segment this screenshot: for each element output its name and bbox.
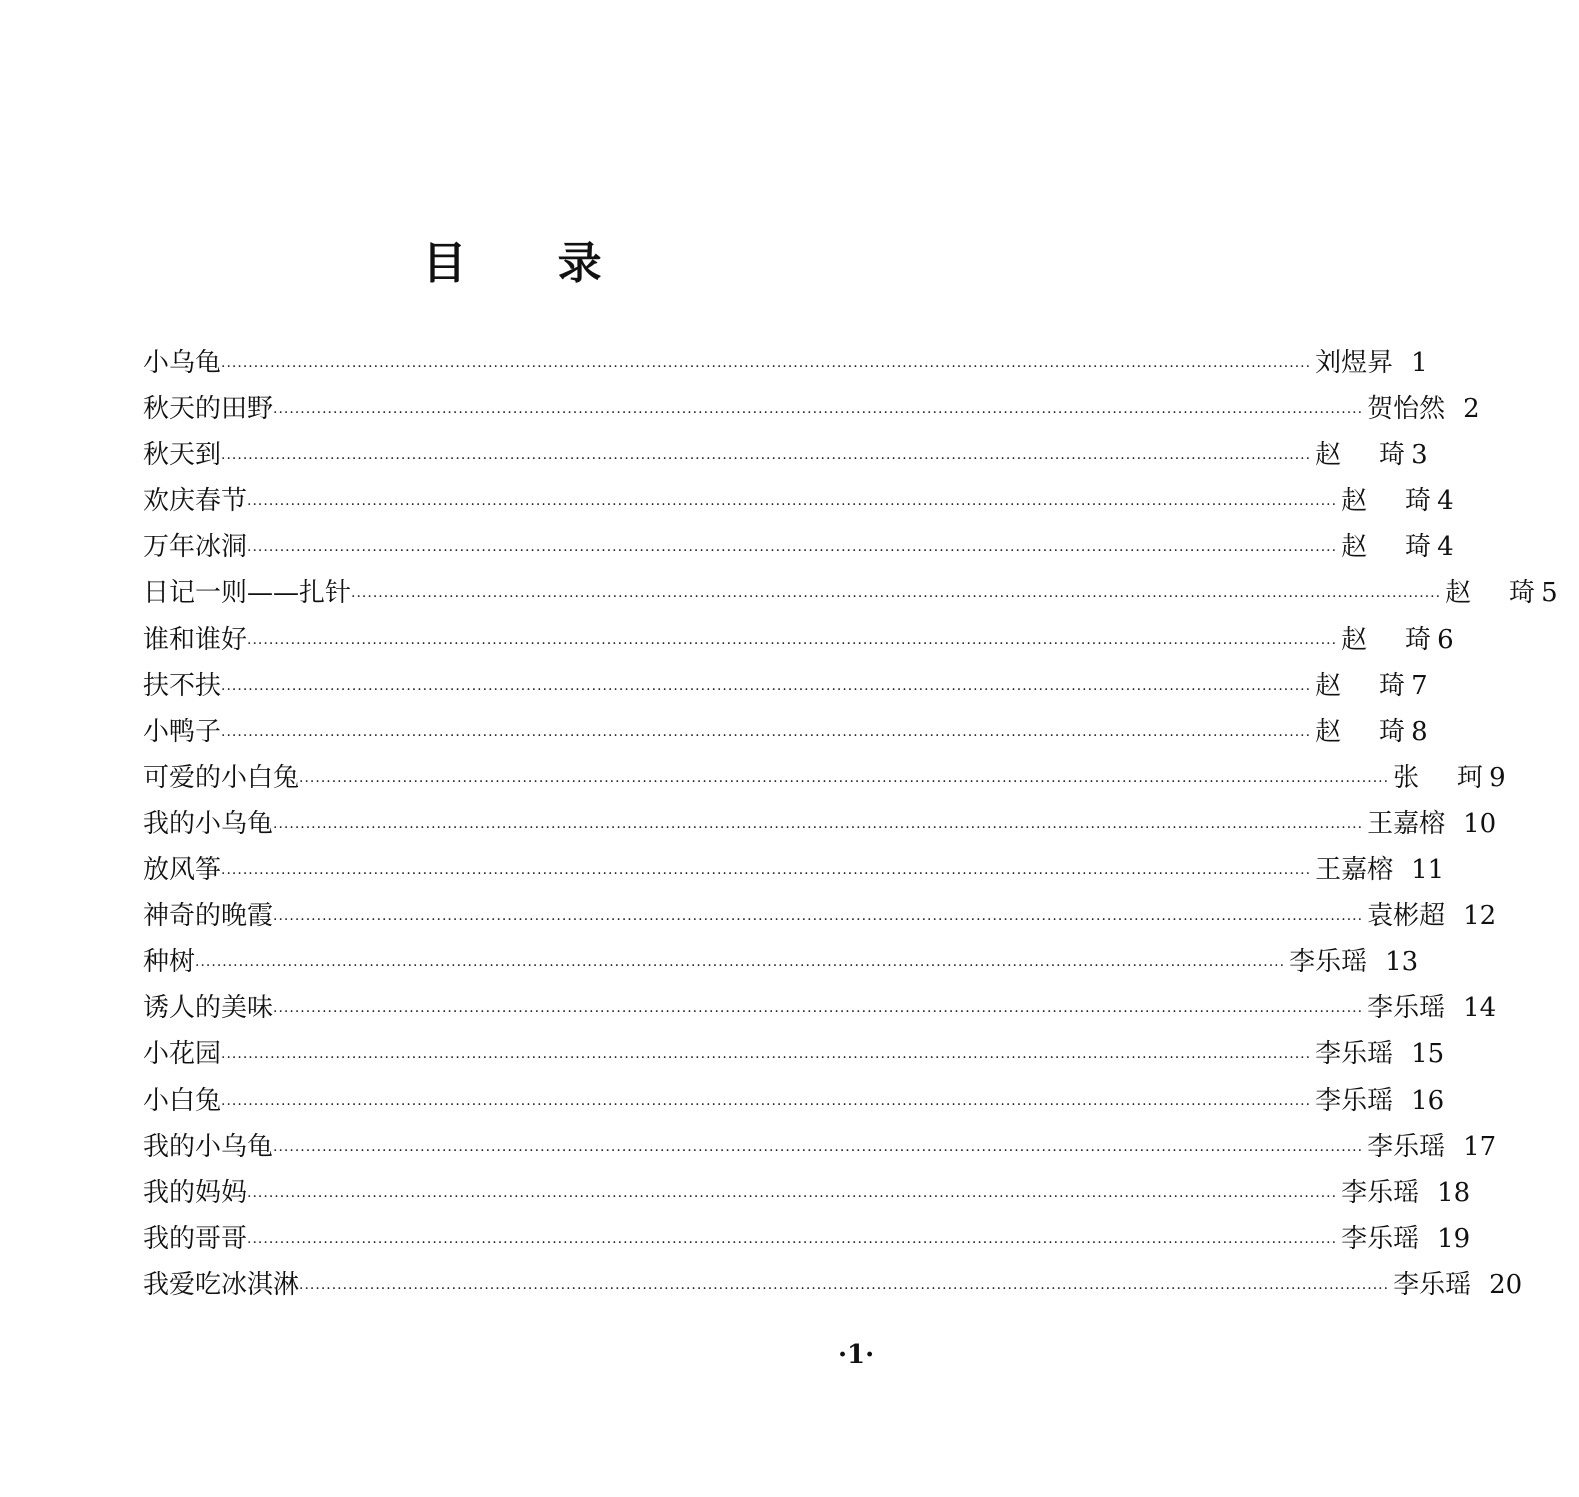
toc-entry-author: [1441, 570, 1535, 616]
toc-entry-page: 2: [1463, 394, 1480, 425]
author-name-part: 赵: [1315, 440, 1342, 471]
page-number: ·1·: [838, 1340, 875, 1370]
author-name-part: 琦: [1405, 532, 1432, 563]
leader-dots: ········································································································································································································: [299, 773, 1390, 790]
toc-entry-title: 扶不扶: [143, 670, 222, 701]
author-name-part: 琦: [1405, 624, 1432, 655]
toc-entry: [143, 1078, 1445, 1124]
toc-entry-title: 小乌龟: [143, 348, 222, 378]
leader-dots: ········································································································································································································: [221, 1096, 1312, 1113]
leader-dots: ········································································································································································································: [247, 1234, 1338, 1251]
toc-entry-author: [1363, 1124, 1457, 1170]
toc-entry-page: 14: [1463, 993, 1497, 1024]
leader-dots: ········································································································································································································: [195, 958, 1286, 975]
author-name-part: 李乐瑶: [1315, 1039, 1394, 1070]
author-name-part: 贺怡然: [1367, 394, 1446, 425]
toc-entry-page: 5: [1541, 578, 1558, 609]
toc-entry-author: [1311, 1031, 1405, 1077]
toc-entry-author: [1311, 432, 1405, 478]
toc-entry: [143, 893, 1497, 939]
leader-dots: ········································································································································································································: [299, 1280, 1390, 1297]
toc-entry: [143, 1262, 1523, 1308]
toc-entry-title: 放风筝: [143, 855, 222, 886]
toc-entry-page: 11: [1411, 855, 1445, 886]
toc-entry-author: [1311, 709, 1405, 755]
toc-entry-title: 万年冰洞: [143, 532, 248, 563]
toc-entry-page: 8: [1411, 716, 1428, 747]
toc-entry: [143, 1170, 1471, 1216]
leader-dots: ········································································································································································································: [247, 1188, 1338, 1205]
toc-entry: [143, 1031, 1445, 1077]
toc-entry-author: [1285, 939, 1379, 985]
leader-dots: ········································································································································································································: [221, 727, 1312, 744]
toc-entry-title: 神奇的晚霞: [143, 901, 274, 932]
toc-entry-page: 4: [1437, 486, 1454, 517]
toc-entry-page: 4: [1437, 532, 1454, 563]
author-name-part: 琦: [1405, 486, 1432, 517]
toc-entry: [143, 663, 1428, 709]
toc-entry-author: [1311, 847, 1405, 893]
toc-entry-title: 谁和谁好: [143, 624, 248, 655]
toc-entry-page: 9: [1489, 762, 1506, 793]
leader-dots: ········································································································································································································: [273, 819, 1364, 836]
author-name-part: 赵: [1315, 670, 1342, 701]
author-name-part: 李乐瑶: [1367, 1131, 1446, 1162]
toc-entry: [143, 847, 1445, 893]
toc-entry: [143, 801, 1497, 847]
leader-dots: ········································································································································································································: [273, 405, 1364, 422]
leader-dots: ········································································································································································································: [221, 451, 1312, 468]
toc-entry-page: 7: [1411, 670, 1428, 701]
table-of-contents: [143, 340, 1558, 1308]
toc-entry-title: 诱人的美味: [143, 993, 274, 1024]
toc-entry-title: 日记一则——扎针: [143, 578, 352, 609]
author-name-part: 琦: [1379, 716, 1406, 747]
toc-entry-page: 13: [1385, 947, 1419, 978]
author-name-part: 李乐瑶: [1341, 1223, 1420, 1254]
author-name-part: 王嘉榕: [1367, 808, 1446, 839]
author-name-part: 李乐瑶: [1393, 1269, 1472, 1300]
leader-dots: ········································································································································································································: [221, 681, 1312, 698]
toc-entry-title: 种树: [143, 947, 196, 978]
leader-dots: ········································································································································································································: [273, 1142, 1364, 1159]
toc-entry-author: [1311, 340, 1405, 386]
toc-entry-page: 1: [1411, 348, 1428, 378]
author-name-part: 李乐瑶: [1341, 1177, 1420, 1208]
toc-entry-title: 可爱的小白兔: [143, 762, 300, 793]
leader-dots: ········································································································································································································: [351, 589, 1442, 606]
toc-entry-author: [1389, 755, 1483, 801]
toc-entry-title: 秋天的田野: [143, 394, 274, 425]
toc-entry: [143, 432, 1428, 478]
author-name-part: 琦: [1509, 578, 1536, 609]
author-name-part: 珂: [1457, 762, 1484, 793]
leader-dots: ········································································································································································································: [247, 497, 1338, 514]
toc-entry-title: 我的小乌龟: [143, 1131, 274, 1162]
author-name-part: 李乐瑶: [1367, 993, 1446, 1024]
toc-entry-author: [1337, 617, 1431, 663]
author-name-part: 李乐瑶: [1315, 1085, 1394, 1116]
toc-entry-page: 3: [1411, 440, 1428, 471]
toc-entry: [143, 386, 1480, 432]
leader-dots: ········································································································································································································: [273, 1004, 1364, 1021]
toc-entry-title: 秋天到: [143, 440, 222, 471]
author-name-part: 赵: [1341, 486, 1368, 517]
toc-entry-title: 我的小乌龟: [143, 808, 274, 839]
author-name-part: 赵: [1315, 716, 1342, 747]
toc-entry-page: 16: [1411, 1085, 1445, 1116]
leader-dots: ········································································································································································································: [247, 543, 1338, 560]
author-name-part: 赵: [1341, 624, 1368, 655]
toc-entry: [143, 1216, 1471, 1262]
author-name-part: 琦: [1379, 440, 1406, 471]
toc-entry: [143, 939, 1419, 985]
toc-entry-author: [1363, 893, 1457, 939]
toc-entry-author: [1389, 1262, 1483, 1308]
toc-entry: [143, 340, 1428, 386]
toc-entry-author: [1311, 1078, 1405, 1124]
toc-entry: [143, 570, 1558, 616]
toc-entry-page: 18: [1437, 1177, 1471, 1208]
author-name-part: 刘煜昇: [1315, 348, 1394, 378]
toc-entry: [143, 755, 1506, 801]
toc-entry-page: 10: [1463, 808, 1497, 839]
toc-entry-author: [1363, 386, 1457, 432]
toc-entry-title: 我的妈妈: [143, 1177, 248, 1208]
toc-entry-page: 19: [1437, 1223, 1471, 1254]
author-name-part: 李乐瑶: [1289, 947, 1368, 978]
toc-entry: [143, 1124, 1497, 1170]
toc-entry-title: 小鸭子: [143, 716, 222, 747]
toc-entry: [143, 617, 1454, 663]
toc-entry: [143, 709, 1428, 755]
author-name-part: 赵: [1341, 532, 1368, 563]
leader-dots: ········································································································································································································: [273, 912, 1364, 929]
toc-entry-author: [1311, 663, 1405, 709]
author-name-part: 王嘉榕: [1315, 855, 1394, 886]
leader-dots: ········································································································································································································: [221, 866, 1312, 883]
toc-entry-page: 6: [1437, 624, 1454, 655]
toc-entry-page: 20: [1489, 1269, 1523, 1300]
toc-entry: [143, 524, 1454, 570]
leader-dots: ········································································································································································································: [221, 359, 1312, 375]
toc-entry-author: [1337, 478, 1431, 524]
author-name-part: 赵: [1445, 578, 1472, 609]
toc-entry-title: 欢庆春节: [143, 486, 248, 517]
toc-entry-title: 小白兔: [143, 1085, 222, 1116]
toc-entry-page: 12: [1463, 901, 1497, 932]
toc-entry-author: [1337, 1170, 1431, 1216]
toc-entry-author: [1363, 985, 1457, 1031]
leader-dots: ········································································································································································································: [221, 1050, 1312, 1067]
toc-entry-author: [1363, 801, 1457, 847]
toc-entry-page: 17: [1463, 1131, 1497, 1162]
toc-entry-author: [1337, 524, 1431, 570]
toc-entry: [143, 478, 1454, 524]
leader-dots: ········································································································································································································: [247, 635, 1338, 652]
toc-entry-page: 15: [1411, 1039, 1445, 1070]
page-title: 目 录: [422, 238, 640, 289]
toc-entry: [143, 985, 1497, 1031]
author-name-part: 琦: [1379, 670, 1406, 701]
author-name-part: 袁彬超: [1367, 901, 1446, 932]
toc-entry-author: [1337, 1216, 1431, 1262]
toc-entry-title: 我爱吃冰淇淋: [143, 1269, 300, 1300]
toc-entry-title: 小花园: [143, 1039, 222, 1070]
toc-entry-title: 我的哥哥: [143, 1223, 248, 1254]
author-name-part: 张: [1393, 762, 1420, 793]
